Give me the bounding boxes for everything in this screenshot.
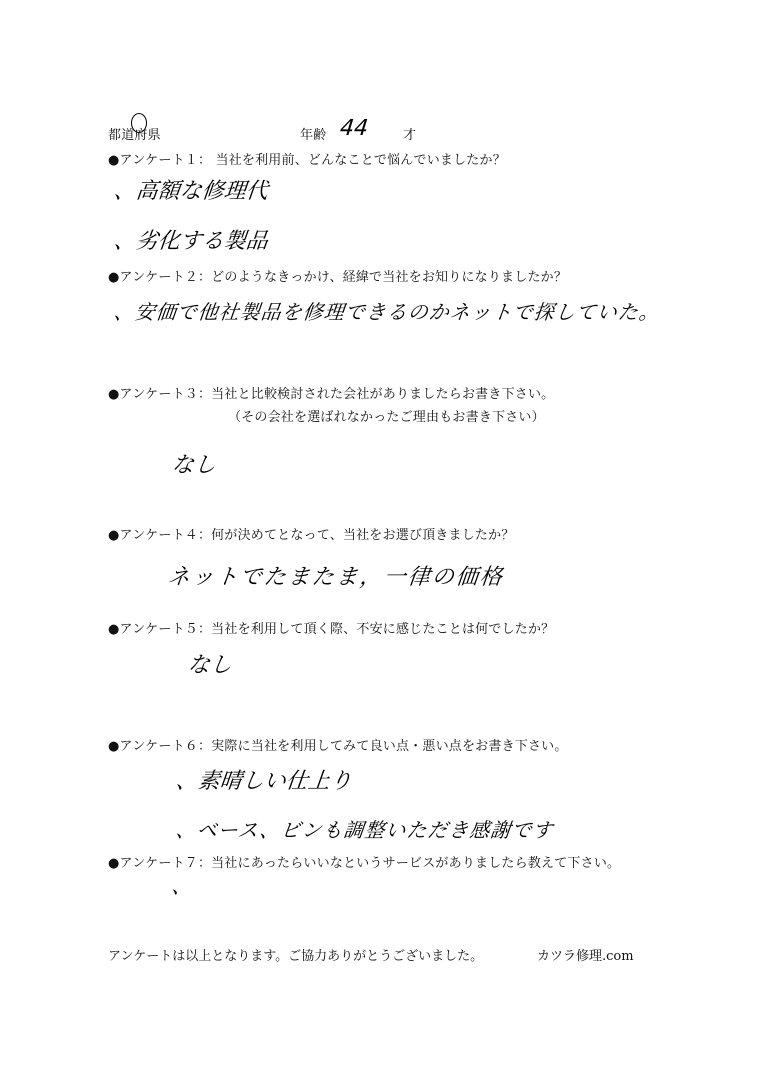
- prefecture-label: 都道府県: [108, 128, 161, 143]
- question-5-answer-1: なし: [186, 653, 234, 678]
- age-value: 44: [338, 116, 370, 141]
- question-1-answer-2: 、劣化する製品: [112, 229, 270, 254]
- question-3-sublabel: （その会社を選ばれなかったご理由もお書き下さい）: [228, 410, 545, 425]
- question-6-answer-1: 、素晴しい仕上り: [174, 769, 354, 794]
- question-2-label: ●アンケート２：どのようなきっかけ、経緯で当社をお知りになりましたか？: [108, 270, 568, 285]
- question-1-label: ●アンケート１： 当社を利用前、どんなことで悩んでいましたか？: [108, 153, 506, 168]
- question-2-answer-1: 、安価で他社製品を修理できるのかネットで探していた。: [112, 300, 662, 324]
- question-6-label: ●アンケート６：実際に当社を利用してみて良い点・悪い点をお書き下さい。: [108, 739, 568, 754]
- prefecture-circle-mark: [131, 113, 147, 133]
- age-unit: 才: [403, 128, 417, 143]
- age-label: 年齢: [300, 128, 327, 143]
- question-6-answer-2: 、ベース、ビンも調整いただき感謝です: [174, 818, 555, 842]
- footer-thanks: アンケートは以上となります。ご協力ありがとうございました。: [108, 949, 484, 964]
- question-7-answer-1: 、: [170, 874, 194, 898]
- question-3-answer-1: なし: [170, 453, 218, 478]
- question-5-label: ●アンケート５：当社を利用して頂く際、不安に感じたことは何でしたか？: [108, 622, 555, 637]
- footer-brand: カツラ修理.com: [537, 949, 634, 964]
- question-1-answer-1: 、高額な修理代: [112, 179, 270, 204]
- question-4-label: ●アンケート４：何が決めてとなって、当社をお選び頂きましたか？: [108, 528, 515, 543]
- question-7-label: ●アンケート７：当社にあったらいいなというサービスがありましたら教えて下さい。: [108, 856, 621, 871]
- question-3-label: ●アンケート３：当社と比較検討された会社がありましたらお書き下さい。: [108, 387, 555, 402]
- question-4-answer-1: ネットでたまたま，一律の価格: [166, 565, 506, 590]
